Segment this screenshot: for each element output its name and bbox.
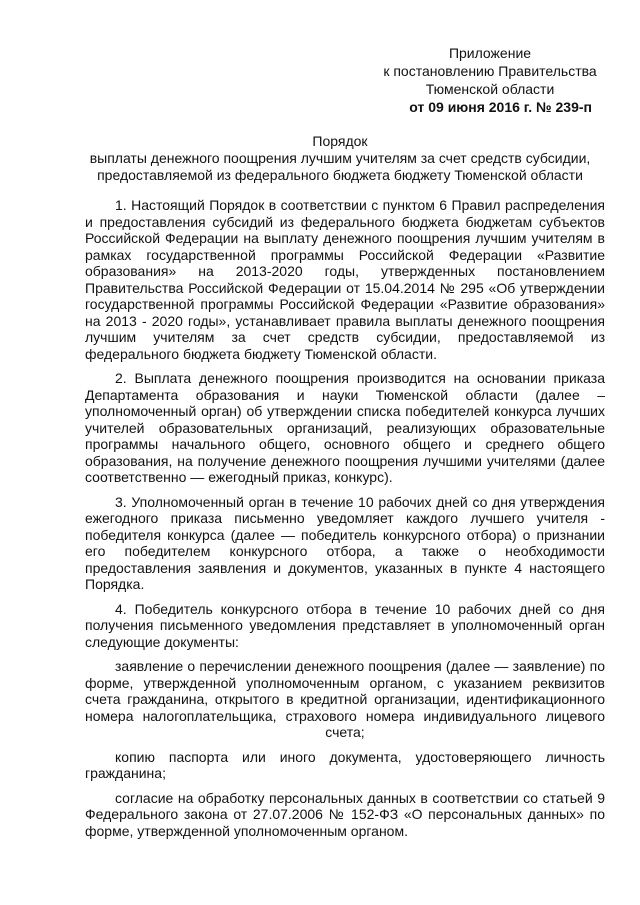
document-title [80,133,600,184]
paragraph-2: 2. Выплата денежного поощрения производится на основании приказа Департамента образования и науки Тюменской области (далее – уполномоченный орган) об утверждении списка победителей конкурса лучших учителей образовательных организаций, реализующих образовательные программы начального общего, основного общего и среднего общего образования, на получение денежного поощрения лучшими учителями (далее соответственно — ежегодный приказ, конкурс). [85,370,605,485]
appendix-resolution: к постановлению Правительства [383,63,597,79]
appendix-region: Тюменской области [425,81,555,97]
paragraph-4: 4. Победитель конкурсного отбора в течение 10 рабочих дней со дня получения письменного уведомления представляет в уполномоченный орган следующие документы: [85,600,605,650]
title-line-2: выплаты денежного поощрения лучшим учителям за счет средств субсидии, [89,150,591,166]
list-item-passport: копию паспорта или иного документа, удостоверяющего личность гражданина; [85,748,605,781]
paragraph-3: 3. Уполномоченный орган в течение 10 рабочих дней со дня утверждения ежегодного приказа письменно уведомляет каждого лучшего учителя - победителя конкурса (далее — победитель конкурсного отбора) о признании его победителем конкурсного отбора, а также о необходимости предоставления заявления и документов, указанных в пункте 4 настоящего Порядка. [85,493,605,592]
appendix-date-number: от 09 июня 2016 г. № 239-п [409,99,592,115]
appendix-label: Приложение [448,45,532,61]
list-item-application: заявление о перечислении денежного поощрения (далее — заявление) по форме, утвержденной уполномоченным органом, с указанием реквизитов счета гражданина, открытого в кредитной организации, идентификационного номера налогоплательщика, страхового номера индивидуального лицевого счета; [85,658,605,740]
document-body [85,197,605,847]
list-item-consent: согласие на обработку персональных данных в соответствии со статьей 9 Федерального закона от 27.07.2006 № 152-ФЗ «О персональных данных» по форме, утвержденной уполномоченным органом. [85,789,605,839]
title-word: Порядок [312,133,368,149]
appendix-header [360,44,620,116]
title-line-3: предоставляемой из федерального бюджета бюджету Тюменской области [97,167,583,183]
paragraph-1: 1. Настоящий Порядок в соответствии с пунктом 6 Правил распределения и предоставления субсидий из федерального бюджета бюджетам субъектов Российской Федерации на выплату денежного поощрения лучшим учителям в рамках государственной программы Российской Федерации «Развитие образования» на 2013-2020 годы, утвержденных постановлением Правительства Российской Федерации от 15.04.2014 № 295 «Об утверждении государственной программы Российской Федерации «Развитие образования» на 2013 - 2020 годы», устанавливает правила выплаты денежного поощрения лучшим учителям за счет средств субсидии, предоставляемой из федерального бюджета бюджету Тюменской области. [85,197,605,362]
